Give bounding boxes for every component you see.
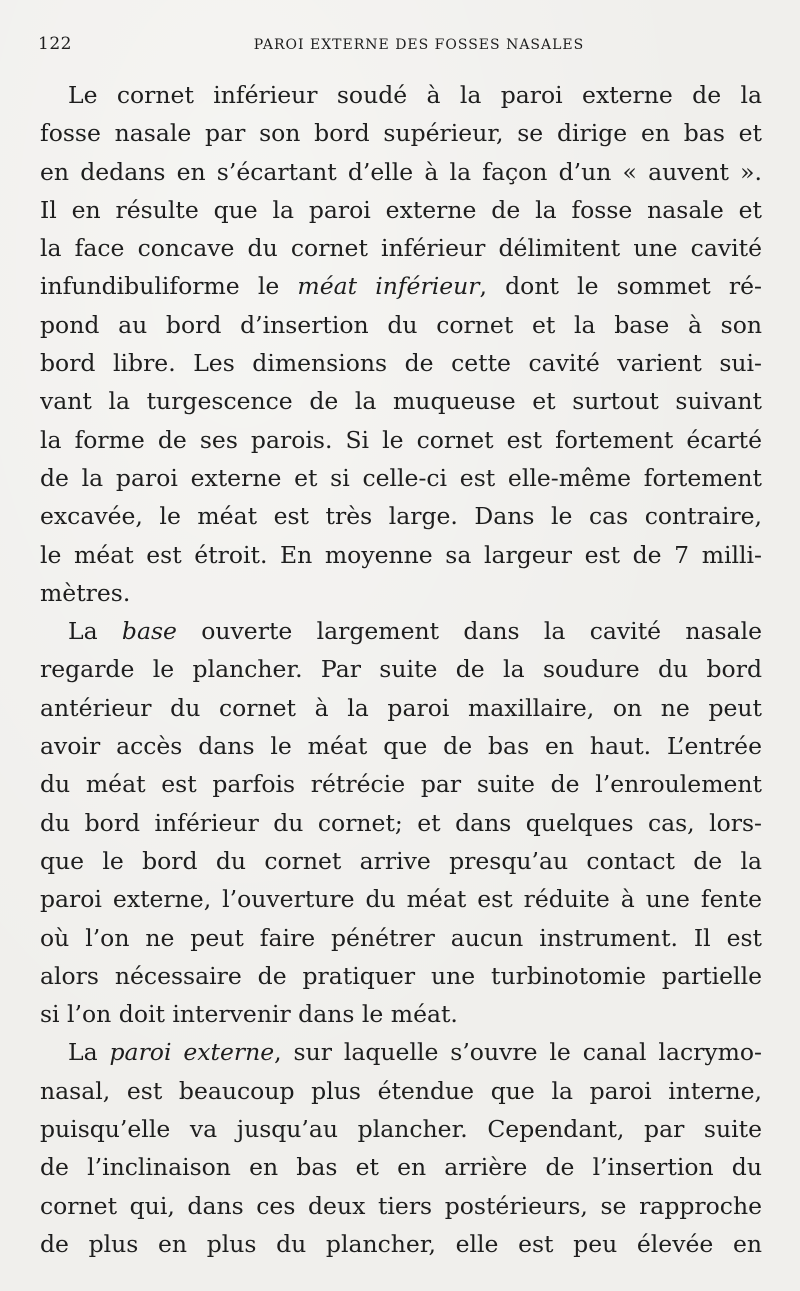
text-line: fosse nasale par son bord supérieur, se dirige en bas et xyxy=(40,119,762,148)
text-segment: La xyxy=(68,617,122,646)
text-line: Il en résulte que la paroi externe de la fosse nasale et xyxy=(40,195,762,224)
page-header xyxy=(38,34,760,58)
italic-term: paroi externe xyxy=(109,1038,275,1067)
text-line: du méat est parfois rétrécie par suite de l’enroulement xyxy=(40,770,762,799)
text-line: excavée, le méat est très large. Dans le cas contraire, xyxy=(40,502,762,531)
text-line: de plus en plus du plancher, elle est peu élevée en xyxy=(40,1229,762,1258)
text-line: du bord inférieur du cornet; et dans quelques cas, lors- xyxy=(40,808,762,837)
italic-term: base xyxy=(121,617,177,646)
body-text xyxy=(40,76,762,1263)
text-segment: ouverte largement dans la cavité nasale xyxy=(176,617,762,646)
text-line: mètres. xyxy=(40,578,131,607)
text-line: la face concave du cornet inférieur délimitent une cavité xyxy=(40,234,762,263)
text-line: de l’inclinaison en bas et en arrière de l’insertion du xyxy=(40,1153,762,1182)
text-line: avoir accès dans le méat que de bas en haut. L’entrée xyxy=(40,732,762,761)
text-line: bord libre. Les dimensions de cette cavité varient sui- xyxy=(40,349,762,378)
text-segment: La xyxy=(68,1038,110,1067)
text-line: si l’on doit intervenir dans le méat. xyxy=(40,1000,458,1029)
text-line: de la paroi externe et si celle-ci est elle-même fortement xyxy=(40,463,762,492)
text-line: alors nécessaire de pratiquer une turbinotomie partielle xyxy=(40,961,762,990)
text-line: cornet qui, dans ces deux tiers postérieurs, se rapproche xyxy=(40,1191,762,1220)
page-number: 122 xyxy=(38,34,72,54)
text-line: puisqu’elle va jusqu’au plancher. Cependant, par suite xyxy=(40,1115,762,1144)
text-line xyxy=(40,1033,762,1071)
text-line: où l’on ne peut faire pénétrer aucun instrument. Il est xyxy=(40,923,762,952)
text-line xyxy=(40,612,762,650)
text-line: paroi externe, l’ouverture du méat est réduite à une fente xyxy=(40,885,762,914)
text-line: le méat est étroit. En moyenne sa largeur est de 7 milli- xyxy=(40,540,762,569)
text-line: la forme de ses parois. Si le cornet est fortement écarté xyxy=(40,425,762,454)
text-line: que le bord du cornet arrive presqu’au contact de la xyxy=(40,846,762,875)
text-line: Le cornet inférieur soudé à la paroi externe de la xyxy=(68,81,762,109)
text-line: regarde le plancher. Par suite de la soudure du bord xyxy=(40,655,762,684)
text-segment: , sur laquelle s’ouvre le canal lacrymo- xyxy=(274,1038,762,1067)
text-segment: , dont le sommet ré- xyxy=(479,272,762,301)
text-line: en dedans en s’écartant d’elle à la façon d’un « auvent ». xyxy=(40,157,762,186)
text-line xyxy=(40,267,762,305)
running-title: PAROI EXTERNE DES FOSSES NASALES xyxy=(253,37,585,53)
italic-term: méat inférieur xyxy=(297,272,480,301)
text-line: vant la turgescence de la muqueuse et surtout suivant xyxy=(40,387,762,416)
text-line: nasal, est beaucoup plus étendue que la paroi interne, xyxy=(40,1076,762,1105)
text-segment: infundibuliforme le xyxy=(40,272,298,301)
text-line: antérieur du cornet à la paroi maxillaire, on ne peut xyxy=(40,693,762,722)
text-line: pond au bord d’insertion du cornet et la base à son xyxy=(40,310,762,339)
